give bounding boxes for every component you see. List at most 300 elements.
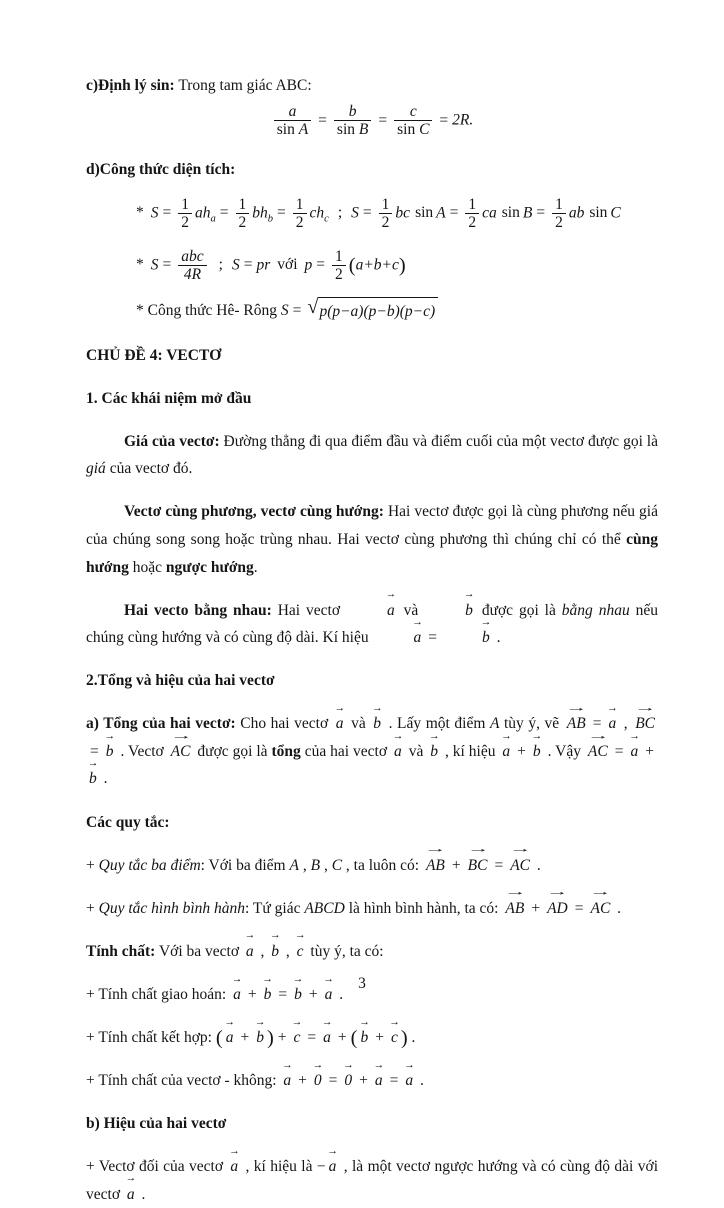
equals-sign: =: [614, 742, 624, 760]
vector-arrow-icon: →: [254, 1016, 266, 1028]
equals-sign: =: [243, 256, 253, 274]
equals-sign: =: [162, 256, 172, 274]
vector-a: [376, 616, 423, 652]
vector-letter: b: [465, 601, 473, 619]
vector-letter: a: [233, 985, 241, 1003]
vector-letter: b: [373, 715, 382, 733]
vector-letter: a: [413, 629, 422, 647]
fraction-b-over-sinB: [334, 103, 371, 139]
text-run: và: [404, 742, 428, 760]
vector-a: [224, 1016, 235, 1052]
numerator-1: 1: [181, 195, 189, 213]
right-paren: ): [398, 253, 406, 276]
para-hai-vecto-bang-nhau: [86, 589, 658, 652]
term-a-plus-b-plus-c: a+b+c: [355, 256, 399, 274]
vector-letter: a: [405, 1072, 414, 1090]
vector-letter: a: [225, 1028, 234, 1046]
text-run: , là một vectơ ngược hướng và có cùng độ dài với vectơ: [86, 1158, 658, 1203]
vector-letter: a: [126, 1185, 135, 1203]
vector-letter: b: [105, 742, 114, 760]
vector-arrow-icon: →: [428, 730, 440, 742]
vector-AB: [503, 887, 526, 923]
equals-sign: =: [316, 256, 326, 274]
vector-letter: 0: [313, 1072, 322, 1090]
vector-arrow-icon: →: [321, 1016, 333, 1028]
semicolon: ;: [218, 256, 223, 274]
para-quy-tac-ba-diem: [86, 844, 658, 880]
vector-arrow-icon: →: [424, 844, 447, 856]
plus-sign: +: [240, 1028, 250, 1046]
vector-c: [291, 1016, 303, 1052]
para-tinh-chat-ket-hop: [86, 1016, 658, 1052]
fraction-abc-over-4R: [178, 248, 206, 284]
cung-phuong-label: Vectơ cùng phương, vectơ cùng hướng:: [124, 503, 384, 521]
dinh-ly-sin-text: Trong tam giác ABC:: [174, 76, 312, 94]
text-run: là hình bình hành, ta có:: [344, 899, 503, 917]
plus-sign: +: [247, 985, 257, 1003]
vector-AD: [546, 887, 569, 923]
var-A: A: [436, 204, 446, 222]
var-S: S: [231, 256, 240, 274]
equals-sign: =: [389, 1072, 399, 1090]
vector-letter: a: [230, 1158, 239, 1176]
vector-a: [392, 730, 404, 766]
point-B: B: [310, 856, 321, 874]
equals-sign: =: [90, 742, 99, 760]
vector-arrow-icon: →: [312, 1059, 324, 1071]
equals-sign: =: [449, 204, 459, 222]
vector-b: [104, 730, 115, 766]
minus-sign: −: [316, 1158, 326, 1176]
para-gia-cua-vecto: [86, 428, 658, 483]
equals-sign: =: [378, 111, 388, 129]
para-vecto-doi: [86, 1145, 658, 1208]
vector-arrow-icon: →: [501, 730, 512, 742]
fraction-one-half: [293, 196, 307, 232]
term-ab: ab: [568, 204, 585, 222]
sin-function: sin: [397, 121, 416, 139]
radicand: p(p−a)(p−b)(p−c): [318, 297, 438, 326]
cong-thuc-dien-tich-label: d)Công thức diện tích:: [86, 161, 236, 179]
fraction-one-half: [332, 248, 346, 284]
text-run: tùy ý, ta có:: [306, 942, 384, 960]
denominator-2: 2: [236, 213, 250, 231]
term-ah: ah: [195, 204, 211, 222]
formula-area-basic: [136, 194, 658, 234]
vector-b: [269, 930, 281, 966]
plus-sign: +: [308, 985, 318, 1003]
vector-a: [373, 1059, 385, 1095]
equals-sign: =: [439, 111, 449, 129]
var-S: S: [280, 302, 289, 320]
vector-a: [607, 703, 618, 738]
vector-AC: [169, 730, 192, 766]
comma-separator: ,: [256, 942, 269, 960]
text-run: được gọi là: [193, 742, 272, 760]
heading-khai-niem-mo-dau: 1. Các khái niệm mở đầu: [86, 389, 252, 407]
vector-arrow-icon: →: [334, 703, 345, 714]
fraction-one-half: [379, 196, 393, 232]
var-p: p: [304, 256, 313, 274]
denominator-2: 2: [178, 213, 192, 231]
denominator-2: 2: [379, 213, 393, 231]
fraction-one-half: [178, 196, 192, 232]
vector-a: [404, 1059, 415, 1095]
var-C: C: [419, 121, 430, 139]
left-paren: (: [350, 1026, 358, 1049]
vector-letter: b: [256, 1028, 264, 1046]
numerator-b: b: [348, 103, 357, 121]
heading-hieu-cua-hai-vecto: b) Hiệu của hai vectơ: [86, 1115, 227, 1133]
plus-sign: +: [277, 1028, 287, 1046]
bold-tong: tổng: [271, 742, 301, 760]
numerator-1: 1: [295, 195, 304, 213]
vector-letter: BC: [635, 715, 656, 733]
equals-sign: =: [318, 111, 327, 129]
vector-a: [629, 730, 640, 766]
var-S: S: [150, 204, 159, 222]
vector-letter: AC: [510, 856, 531, 874]
vector-arrow-icon: →: [385, 589, 397, 601]
vector-arrow-icon: →: [509, 844, 532, 856]
var-C: C: [610, 204, 621, 222]
para-quy-tac-hinh-binh-hanh: [86, 887, 658, 923]
text-run: của hai vectơ: [300, 742, 392, 760]
vector-c: [294, 930, 306, 966]
vector-letter: a: [328, 1158, 337, 1176]
var-B: B: [358, 121, 369, 139]
italic-quy-tac-hbh: Quy tắc hình bình hành: [98, 899, 245, 917]
text-run: + Tính chất giao hoán:: [86, 985, 231, 1003]
comma-separator: ,: [282, 942, 294, 960]
vector-letter: b: [263, 985, 272, 1003]
equals-sign: =: [292, 302, 302, 320]
term-ch: ch: [309, 204, 325, 222]
vector-letter: a: [245, 942, 254, 960]
comma-separator: ,: [298, 856, 311, 874]
equals-sign: =: [428, 629, 437, 647]
point-A: A: [489, 715, 500, 733]
vector-b: [371, 703, 383, 738]
vector-letter: a: [394, 742, 402, 760]
vector-letter: a: [374, 1072, 383, 1090]
vector-arrow-icon: →: [629, 730, 640, 742]
heading-tong-va-hieu: 2.Tổng và hiệu của hai vectơ: [86, 672, 275, 690]
fraction-c-over-sinC: [394, 103, 432, 139]
square-root: [307, 297, 438, 326]
equals-sign: =: [307, 1028, 317, 1046]
vector-letter: b: [360, 1028, 369, 1046]
plus-sign: +: [337, 1028, 347, 1046]
vector-a: [282, 1059, 293, 1095]
term-bh: bh: [252, 204, 268, 222]
denominator-2: 2: [332, 265, 346, 283]
equals-sign: =: [362, 204, 372, 222]
plus-sign: +: [645, 742, 654, 760]
vector-arrow-icon: →: [607, 703, 618, 714]
vector-letter: b: [482, 629, 490, 647]
formula-heron: [136, 297, 658, 326]
text-run: + Vectơ đối của vectơ: [86, 1158, 228, 1176]
word-voi: với: [277, 256, 298, 274]
vector-zero: [343, 1059, 354, 1095]
vector-letter: AB: [425, 856, 445, 874]
vector-a: [125, 1173, 137, 1208]
numerator-1: 1: [335, 247, 343, 265]
text-run: Với ba vectơ: [155, 942, 243, 960]
vector-arrow-icon: →: [389, 1016, 400, 1028]
period: .: [99, 770, 108, 788]
vector-b: [359, 1016, 370, 1052]
equals-sign: =: [574, 899, 584, 917]
sin-function: sin: [415, 204, 434, 222]
vector-b: [444, 616, 492, 652]
text-run: + Tính chất của vectơ - không:: [86, 1072, 281, 1090]
vector-arrow-icon: →: [404, 1059, 415, 1071]
plus-sign: +: [375, 1028, 384, 1046]
vector-arrow-icon: →: [104, 730, 115, 742]
text-run: nếu chúng cùng hướng và có cùng độ dài. Kí hiệu: [86, 601, 658, 647]
vector-c: [389, 1016, 400, 1052]
vector-arrow-icon: →: [125, 1173, 137, 1185]
period: .: [492, 629, 501, 647]
vector-arrow-icon: →: [269, 930, 281, 942]
vector-arrow-icon: →: [589, 887, 612, 899]
vector-letter: a: [608, 715, 617, 733]
numerator-c: c: [409, 103, 417, 121]
para-tinh-chat-vecto-khong: [86, 1059, 658, 1095]
vector-arrow-icon: →: [262, 973, 273, 985]
vector-arrow-icon: →: [244, 930, 256, 942]
vector-a: [321, 1016, 333, 1052]
vector-a: [334, 703, 345, 738]
text-run: Hai vectơ: [271, 601, 346, 619]
left-paren: (: [215, 1026, 223, 1049]
vector-letter: 0: [344, 1072, 353, 1090]
vector-arrow-icon: →: [291, 1016, 303, 1028]
term-pr: pr: [256, 256, 271, 274]
period: .: [137, 1185, 146, 1203]
term-ca: ca: [482, 204, 497, 222]
fraction-one-half: [236, 196, 250, 232]
vector-arrow-icon: →: [373, 1059, 385, 1071]
denominator-2: 2: [293, 213, 307, 231]
sin-function: sin: [276, 121, 295, 139]
equals-sign: =: [592, 715, 602, 733]
numerator-1: 1: [238, 195, 247, 213]
para-tinh-chat: [86, 930, 658, 966]
formula-area-pr: [136, 246, 658, 286]
bold-nguoc-huong: ngược hướng: [165, 558, 254, 576]
period: .: [416, 1072, 424, 1090]
vector-BC: [466, 844, 489, 880]
plus-sign: +: [359, 1072, 368, 1090]
var-A: A: [298, 121, 309, 139]
vector-letter: b: [89, 770, 97, 788]
vector-letter: a: [386, 601, 395, 619]
vector-letter: AD: [547, 899, 568, 917]
gia-cua-vecto-label: Giá của vectơ:: [124, 432, 220, 450]
sin-function: sin: [501, 204, 520, 222]
vector-arrow-icon: →: [292, 973, 304, 985]
point-A: A: [289, 856, 299, 874]
plus-sign: +: [517, 742, 526, 760]
vector-b: [254, 1016, 266, 1052]
equals-sign: =: [219, 204, 229, 222]
vector-AB: [565, 703, 588, 738]
vector-arrow-icon: →: [546, 887, 569, 899]
vector-arrow-icon: →: [463, 589, 475, 601]
italic-bang-nhau: bằng nhau: [561, 601, 630, 619]
vector-arrow-icon: →: [503, 887, 526, 899]
comma-separator: ,: [619, 715, 633, 733]
sin-function: sin: [589, 204, 608, 222]
text-run: , kí hiệu: [441, 742, 500, 760]
bang-nhau-label: Hai vecto bằng nhau:: [124, 601, 272, 619]
plus-bullet: +: [86, 856, 99, 874]
vector-letter: a: [502, 742, 511, 760]
formula-law-of-sines: [86, 101, 658, 141]
italic-quy-tac-ba-diem: Quy tắc ba điểm: [98, 856, 201, 874]
equals-sign: =: [536, 204, 546, 222]
fraction-a-over-sinA: [274, 103, 311, 139]
text-run: Hai vectơ được gọi là cùng phương nếu giá của chúng song song hoặc trùng nhau. Hai vectơ cùng phương thì chúng chỉ có thể: [86, 503, 658, 548]
heading-cac-quy-tac: Các quy tắc:: [86, 813, 170, 831]
vector-b: [531, 730, 543, 766]
numerator-1: 1: [468, 195, 477, 213]
heading-chu-de-4-vecto: CHỦ ĐỀ 4: VECTƠ: [86, 346, 222, 364]
vector-letter: c: [296, 942, 304, 960]
semicolon: ;: [337, 204, 343, 222]
text-run: và: [346, 715, 371, 733]
equals-sign: =: [277, 204, 286, 222]
asterisk: *: [136, 256, 144, 274]
vector-letter: AC: [170, 742, 191, 760]
vector-b: [87, 758, 99, 793]
text-run: . Lấy một điểm: [384, 715, 490, 733]
text-run: : Với ba điểm: [200, 856, 290, 874]
vector-arrow-icon: →: [282, 1059, 293, 1071]
vector-arrow-icon: →: [229, 1145, 240, 1157]
vector-a: [501, 730, 512, 766]
bold-cung-huong: cùng hướng: [86, 530, 658, 576]
right-paren: ): [266, 1026, 274, 1049]
text-run: Đường thẳng đi qua điểm đầu và điểm cuối của một vectơ được gọi là: [219, 432, 658, 450]
vector-letter: a: [335, 715, 344, 733]
vector-arrow-icon: →: [231, 973, 243, 985]
vector-arrow-icon: →: [531, 730, 543, 742]
vector-letter: a: [283, 1072, 292, 1090]
plus-bullet: +: [86, 899, 99, 917]
period: .: [335, 985, 344, 1003]
var-B: B: [522, 204, 533, 222]
vector-letter: b: [294, 985, 302, 1003]
vector-AC: [586, 730, 609, 766]
term-bc: bc: [395, 204, 411, 222]
text-run: . Vậy: [543, 742, 585, 760]
page-number: 3: [358, 975, 366, 993]
var-S: S: [351, 204, 359, 222]
denominator-4R: 4R: [178, 265, 206, 283]
vector-letter: c: [390, 1028, 398, 1046]
text-run: của vectơ đó.: [105, 460, 193, 478]
equals-sign: =: [494, 856, 504, 874]
vector-letter: a: [324, 985, 333, 1003]
text-run: , kí hiệu là: [241, 1158, 317, 1176]
vector-letter: AC: [587, 742, 608, 760]
fraction-one-half: [465, 196, 479, 232]
vector-arrow-icon: →: [323, 973, 334, 985]
equals-sign: =: [328, 1072, 338, 1090]
vector-AB: [424, 844, 447, 880]
numerator-a: a: [288, 103, 297, 121]
para-dinh-ly-sin: [86, 72, 658, 100]
vector-arrow-icon: →: [392, 730, 404, 742]
sin-function: sin: [336, 121, 356, 139]
vector-letter: b: [532, 742, 541, 760]
vector-arrow-icon: →: [634, 703, 657, 714]
fraction-one-half: [552, 196, 566, 232]
vector-arrow-icon: →: [87, 758, 99, 770]
vector-letter: a: [630, 742, 639, 760]
vector-a: [229, 1145, 240, 1181]
denominator-sinB: [334, 120, 371, 138]
right-paren: ): [400, 1026, 408, 1049]
para-cung-phuong-cung-huong: [86, 498, 658, 581]
vector-letter: BC: [467, 856, 488, 874]
vector-arrow-icon: →: [224, 1016, 235, 1028]
period: .: [613, 899, 622, 917]
vector-AC: [589, 887, 612, 923]
vector-arrow-icon: →: [343, 1059, 354, 1071]
vector-letter: a: [323, 1028, 331, 1046]
denominator-sinC: [394, 120, 432, 138]
text-run: , ta luôn có:: [342, 856, 423, 874]
plus-sign: +: [451, 856, 461, 874]
vector-letter: b: [430, 742, 439, 760]
vector-letter: AC: [590, 899, 611, 917]
tinh-chat-label: Tính chất:: [86, 942, 156, 960]
period: .: [533, 856, 541, 874]
dinh-ly-sin-label: c)Định lý sin:: [86, 76, 175, 94]
vector-arrow-icon: →: [466, 844, 489, 856]
italic-gia: giá: [86, 460, 106, 478]
vector-arrow-icon: →: [371, 703, 383, 714]
asterisk: *: [136, 204, 144, 222]
numerator-1: 1: [555, 195, 563, 213]
vector-letter: AB: [566, 715, 586, 733]
vector-arrow-icon: →: [565, 703, 588, 714]
vector-AC: [509, 844, 532, 880]
vector-letter: AB: [505, 899, 525, 917]
radical-sign: √: [307, 296, 319, 319]
text-run: và: [397, 601, 425, 619]
var-S: S: [150, 256, 159, 274]
vector-arrow-icon: →: [294, 930, 306, 942]
point-C: C: [331, 856, 343, 874]
equals-sign: =: [278, 985, 288, 1003]
text-run: Cho hai vectơ: [235, 715, 333, 733]
text-run: .: [253, 558, 258, 576]
vector-b: [428, 730, 440, 766]
subscript-b: b: [267, 213, 274, 225]
vector-letter: c: [293, 1028, 301, 1046]
denominator-sinA: [274, 120, 311, 138]
quad-ABCD: ABCD: [304, 899, 345, 917]
heron-label: * Công thức Hê- Rông: [136, 302, 281, 320]
vector-arrow-icon: →: [327, 1145, 338, 1157]
text-run: hoặc: [128, 558, 166, 576]
